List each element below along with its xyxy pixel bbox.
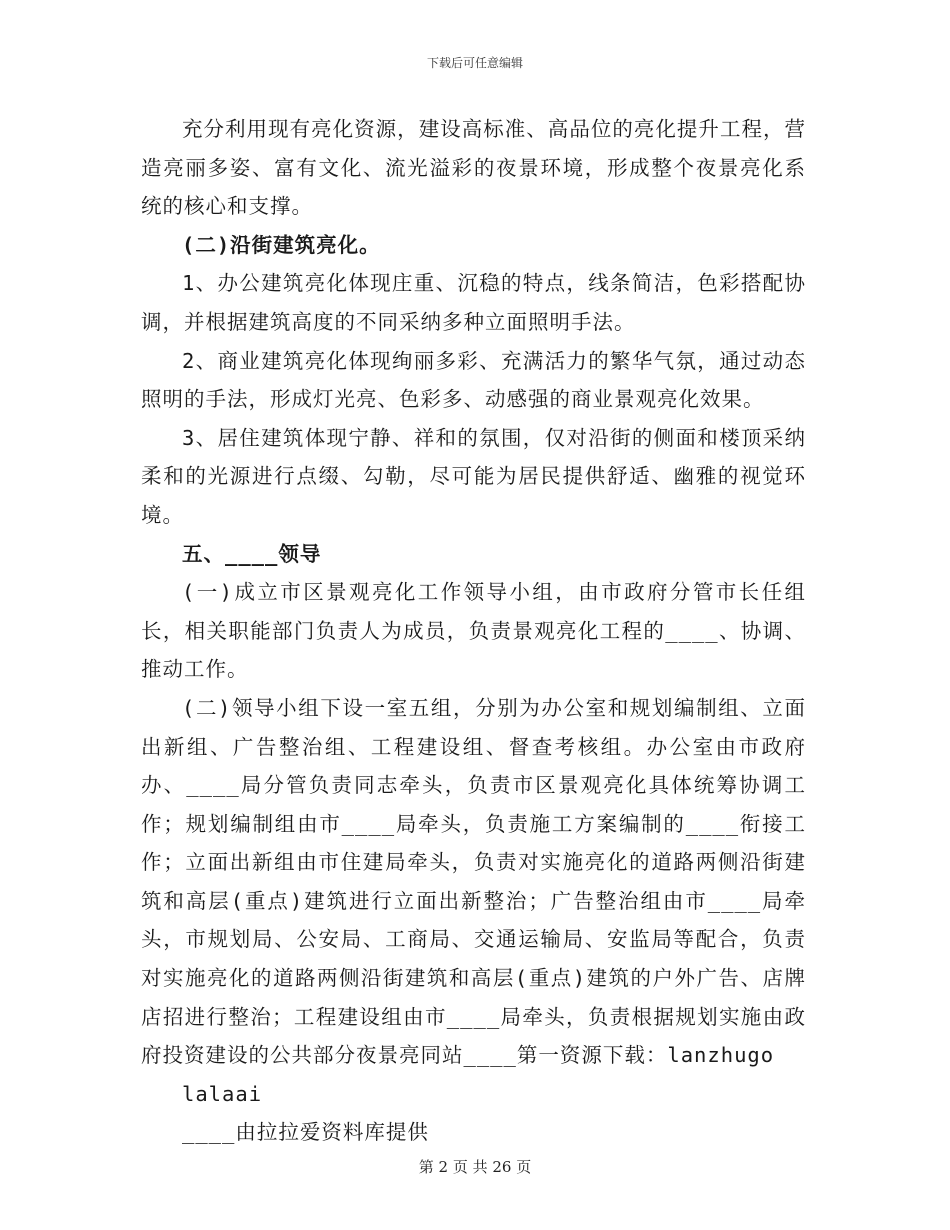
section-heading-street-buildings: (二)沿街建筑亮化。 xyxy=(182,232,381,257)
paragraph-lighting-resources: 充分利用现有亮化资源，建设高标准、高品位的亮化提升工程，营造亮丽多姿、富有文化、流光溢彩的夜景环境，形成整个夜景亮化系统的核心和支撑。 xyxy=(141,117,806,219)
section-heading-leadership: 五、____领导 xyxy=(182,541,322,566)
paragraph-source-tail: lalaai xyxy=(182,1081,263,1106)
paragraph-office-buildings: 1、办公建筑亮化体现庄重、沉稳的特点，线条简洁，色彩搭配协调，并根据建筑高度的不同采纳多种立面照明手法。 xyxy=(141,271,806,334)
paragraph-commercial-buildings: 2、商业建筑亮化体现绚丽多彩、充满活力的繁华气氛，通过动态照明的手法，形成灯光亮、色彩多、动感强的商业景观亮化效果。 xyxy=(141,348,806,412)
page-number-footer: 第 2 页 共 26 页 xyxy=(418,1158,532,1176)
header-note: 下载后可任意编辑 xyxy=(426,56,523,70)
document-body xyxy=(141,110,806,1152)
paragraph-residential-buildings: 3、居住建筑体现宁静、祥和的氛围，仅对沿街的侧面和楼顶采纳柔和的光源进行点缀、勾勒，尽可能为居民提供舒适、幽雅的视觉环境。 xyxy=(141,425,806,527)
paragraph-working-groups: (二)领导小组下设一室五组，分别为办公室和规划编制组、立面出新组、广告整治组、工程建设组、督查考核组。办公室由市政府办、____局分管负责同志牵头，负责市区景观亮化具体统筹协调工作；规划编制组由市____局牵头，负责施工方案编制的____衔接工作；立面出新组由市住建局牵头，负责对实施亮化的道路两侧沿街建筑和高层(重点)建筑进行立面出新整治；广告整治组由市____局牵头，市规划局、公安局、工商局、交通运输局、安监局等配合，负责对实施亮化的道路两侧沿街建筑和高层(重点)建筑的户外广告、店牌店招进行整治；工程建设组由市____局牵头，负责根据规划实施由政府投资建设的公共部分夜景亮同站____第一资源下载：lanzhugo xyxy=(141,695,806,1068)
paragraph-provider-note: ____由拉拉爱资料库提供 xyxy=(182,1120,429,1145)
paragraph-leadership-group: (一)成立市区景观亮化工作领导小组，由市政府分管市长任组长，相关职能部门负责人为成员，负责景观亮化工程的____、协调、推动工作。 xyxy=(141,580,806,682)
